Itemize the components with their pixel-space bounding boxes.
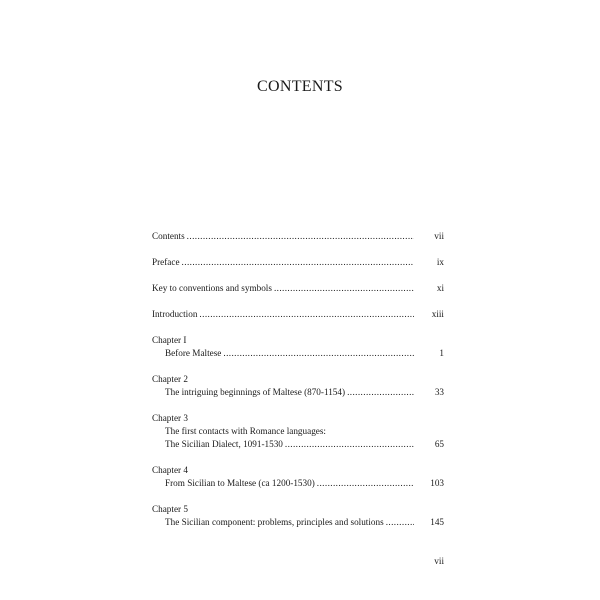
page-number: vii: [434, 556, 444, 566]
toc-entry-preface: [152, 256, 444, 269]
toc-entry-page: vii: [434, 231, 444, 241]
dot-leader: [317, 477, 414, 490]
chapter-title: The Sicilian component: problems, principles and solutions: [165, 517, 384, 527]
toc-chapter-3: [152, 412, 444, 451]
toc-entry-contents: [152, 230, 444, 243]
dot-leader: [347, 386, 414, 399]
dot-leader: [199, 308, 414, 321]
chapter-heading: Chapter 2: [152, 374, 188, 384]
chapter-title: Before Maltese: [165, 348, 222, 358]
chapter-title: The intriguing beginnings of Maltese (870-1154): [165, 387, 346, 397]
toc-entry-label: Preface: [152, 257, 180, 267]
dot-leader: [182, 256, 414, 269]
chapter-page: 65: [434, 439, 444, 449]
chapter-page: 33: [434, 387, 444, 397]
toc-entry-page: xi: [436, 283, 444, 293]
dot-leader: [386, 516, 414, 529]
toc-entry-label: Introduction: [152, 309, 198, 319]
toc-chapter-4: [152, 464, 444, 490]
table-of-contents: [152, 230, 444, 542]
toc-chapter-1: [152, 334, 444, 360]
dot-leader: [187, 230, 414, 243]
chapter-page: 145: [430, 517, 444, 527]
chapter-title-line: The first contacts with Romance languages:: [165, 426, 326, 436]
dot-leader: [285, 438, 414, 451]
toc-entry-label: Key to conventions and symbols: [152, 283, 272, 293]
toc-entry-introduction: [152, 308, 444, 321]
toc-chapter-5: [152, 503, 444, 529]
chapter-heading: Chapter 5: [152, 504, 188, 514]
chapter-heading: Chapter I: [152, 335, 187, 345]
chapter-page: 1: [439, 348, 444, 358]
toc-entry-label: Contents: [152, 231, 185, 241]
toc-entry-page: ix: [436, 257, 444, 267]
toc-entry-key: [152, 282, 444, 295]
page-title: CONTENTS: [257, 78, 343, 95]
dot-leader: [223, 347, 414, 360]
toc-entry-page: xiii: [431, 309, 444, 319]
chapter-title: From Sicilian to Maltese (ca 1200-1530): [165, 478, 315, 488]
toc-chapter-2: [152, 373, 444, 399]
chapter-heading: Chapter 4: [152, 465, 188, 475]
chapter-title: The Sicilian Dialect, 1091-1530: [165, 439, 283, 449]
chapter-heading: Chapter 3: [152, 413, 188, 423]
dot-leader: [274, 282, 414, 295]
chapter-page: 103: [430, 478, 444, 488]
